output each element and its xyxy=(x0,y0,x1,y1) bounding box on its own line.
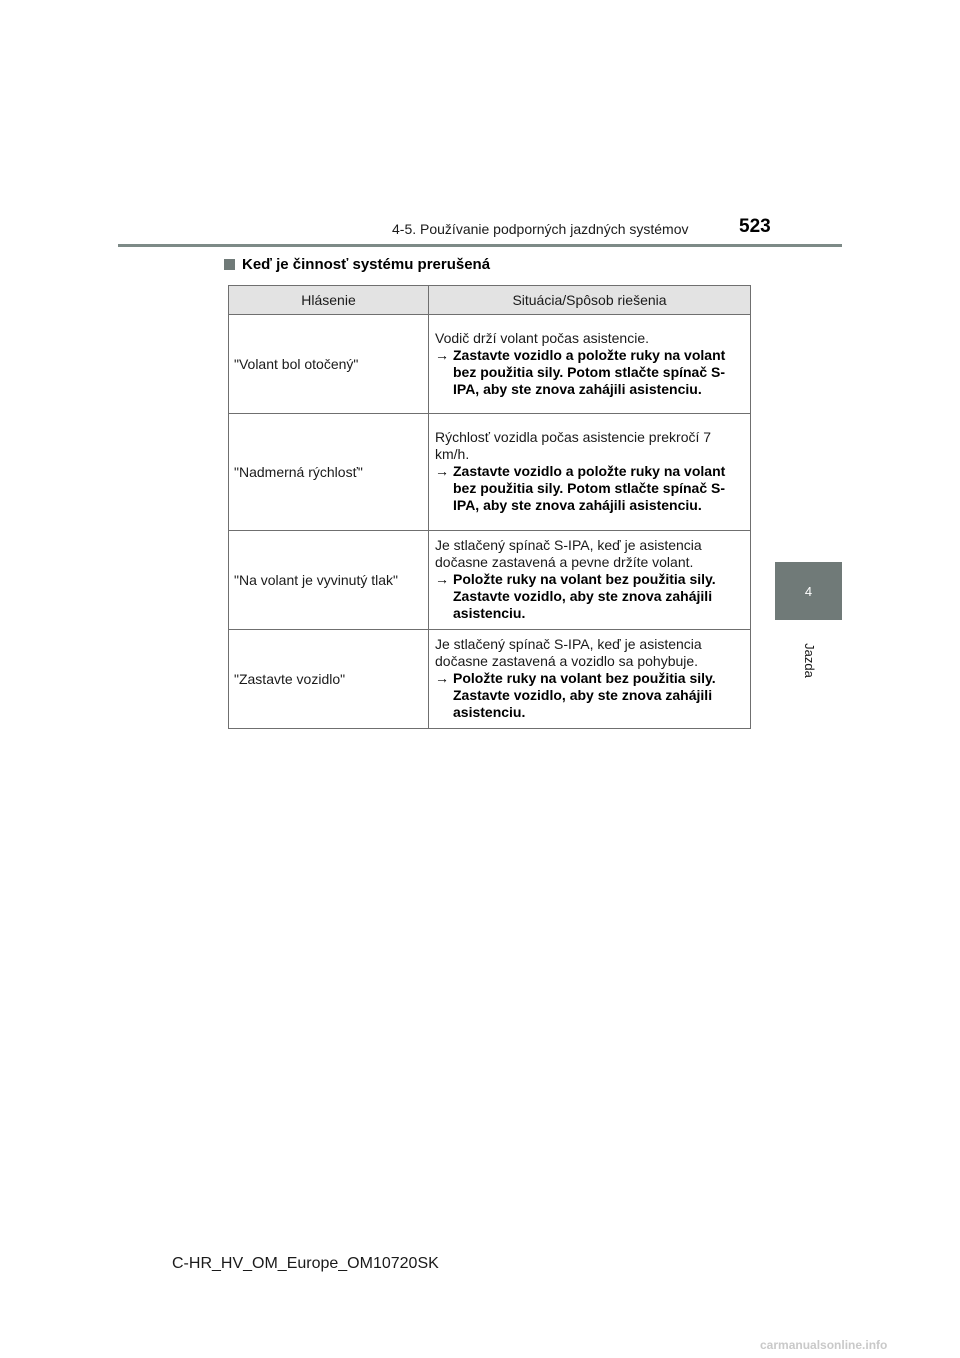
table-row xyxy=(229,630,751,729)
situation-text: Je stlačený spínač S-IPA, keď je asistencia dočasne zastavená a pevne držíte volant. xyxy=(435,537,702,570)
message-cell: "Zastavte vozidlo" xyxy=(229,630,429,729)
action-line xyxy=(435,463,744,514)
chapter-label: Jazda xyxy=(801,642,817,678)
action-text: Zastavte vozidlo a položte ruky na volant bez použitia sily. Potom stlačte spínač S-IPA, aby ste znova zahájili asistenciu. xyxy=(453,346,726,397)
header-divider xyxy=(118,244,842,247)
column-header-solution: Situácia/Spôsob riešenia xyxy=(429,286,751,315)
header-section-title: 4-5. Používanie podporných jazdných systémov xyxy=(392,221,689,237)
solution-cell xyxy=(429,630,751,729)
chapter-label-container xyxy=(792,630,826,690)
situation-text: Je stlačený spínač S-IPA, keď je asistencia dočasne zastavená a vozidlo sa pohybuje. xyxy=(435,636,702,669)
action-text: Zastavte vozidlo a položte ruky na volant bez použitia sily. Potom stlačte spínač S-IPA, aby ste znova zahájili asistenciu. xyxy=(453,463,726,513)
message-cell: "Nadmerná rýchlosť" xyxy=(229,414,429,531)
section-heading xyxy=(224,256,490,273)
document-code: C-HR_HV_OM_Europe_OM10720SK xyxy=(172,1255,439,1272)
solution-cell xyxy=(429,414,751,531)
column-header-message: Hlásenie xyxy=(229,286,429,315)
square-bullet-icon xyxy=(224,259,235,270)
solution-cell xyxy=(429,531,751,630)
table-row xyxy=(229,414,751,531)
situation-text: Vodič drží volant počas asistencie. xyxy=(435,329,650,346)
message-cell: "Na volant je vyvinutý tlak" xyxy=(229,531,429,630)
situation-text: Rýchlosť vozidla počas asistencie prekročí 7 km/h. xyxy=(435,429,712,462)
page-number: 523 xyxy=(739,216,771,237)
message-cell: "Volant bol otočený" xyxy=(229,315,429,414)
arrow-right-icon: → xyxy=(435,346,449,363)
watermark: carmanualsonline.info xyxy=(760,1338,888,1352)
messages-table xyxy=(228,285,751,729)
solution-cell xyxy=(429,315,751,414)
action-text: Položte ruky na volant bez použitia sily. Zastavte vozidlo, aby ste znova zahájili asistenciu. xyxy=(453,571,716,621)
arrow-right-icon: → xyxy=(435,670,449,686)
chapter-tab xyxy=(775,562,842,620)
action-text: Položte ruky na volant bez použitia sily. Zastavte vozidlo, aby ste znova zahájili asistenciu. xyxy=(453,670,716,720)
table-header-row xyxy=(229,286,751,315)
section-heading-text: Keď je činnosť systému prerušená xyxy=(242,256,491,273)
action-line xyxy=(435,670,744,721)
action-line xyxy=(435,347,744,398)
arrow-right-icon: → xyxy=(435,571,449,587)
table-row xyxy=(229,531,751,630)
arrow-right-icon: → xyxy=(435,463,449,479)
table-row xyxy=(229,315,751,414)
chapter-number: 4 xyxy=(804,583,813,599)
action-line xyxy=(435,571,744,622)
